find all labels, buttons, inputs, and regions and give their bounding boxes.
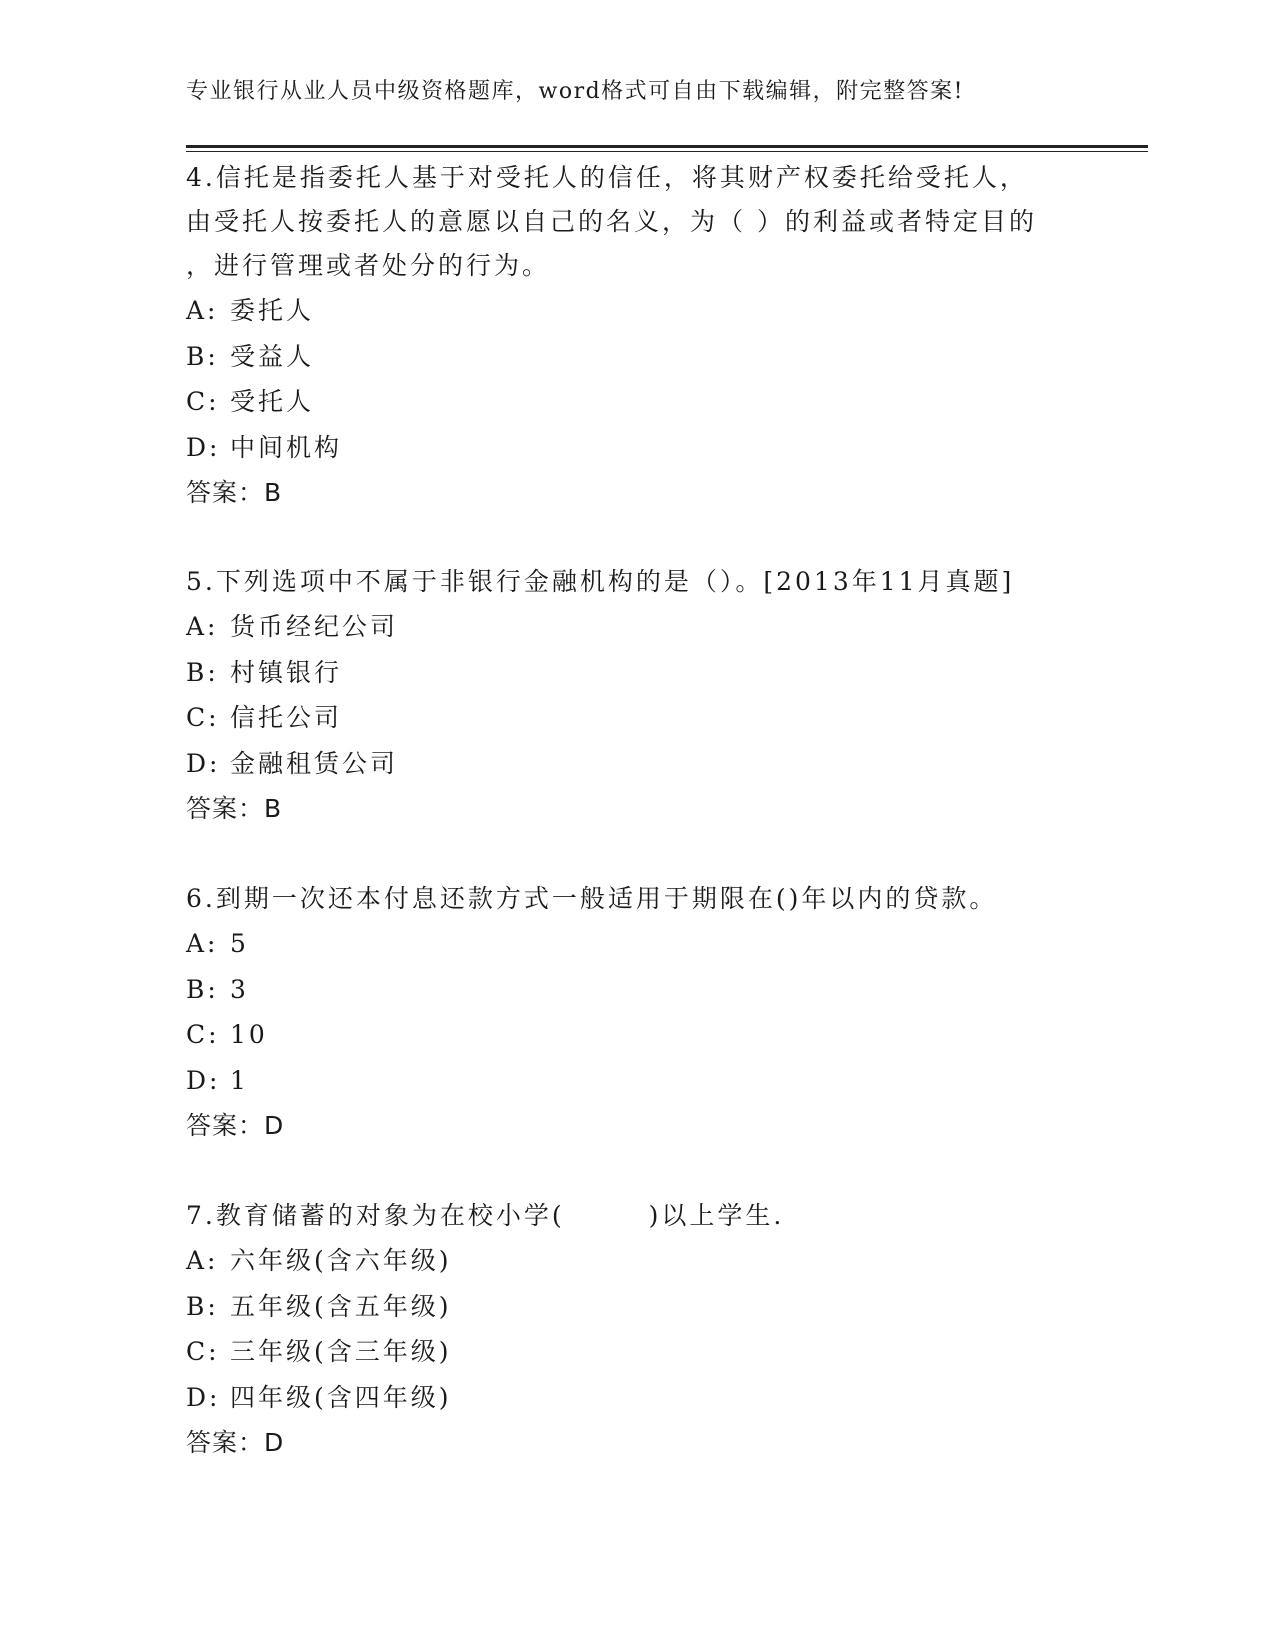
page-header: 专业银行从业人员中级资格题库，word格式可自由下载编辑，附完整答案! bbox=[186, 79, 965, 104]
option-key: A: bbox=[186, 1246, 219, 1275]
option-a bbox=[186, 921, 1086, 967]
option-key: D: bbox=[186, 748, 221, 778]
question-6 bbox=[186, 877, 1086, 1148]
option-d bbox=[186, 1058, 1086, 1104]
header-divider-thick bbox=[186, 145, 1148, 148]
option-text: 四年级(含四年级) bbox=[230, 1382, 452, 1412]
option-text: 信托公司 bbox=[230, 703, 343, 732]
header-divider-thin bbox=[186, 151, 1148, 152]
question-7 bbox=[186, 1194, 1086, 1465]
option-text: 五年级(含五年级) bbox=[230, 1291, 452, 1321]
option-c bbox=[186, 379, 1086, 425]
option-key: C: bbox=[186, 703, 220, 732]
option-text: 六年级(含六年级) bbox=[230, 1246, 452, 1275]
option-a bbox=[186, 604, 1086, 650]
answer: 答案：D bbox=[186, 1428, 285, 1457]
question-text-line: 6.到期一次还本付息还款方式一般适用于期限在()年以内的贷款。 bbox=[186, 884, 998, 913]
answer: 答案：B bbox=[186, 794, 283, 823]
option-text: 10 bbox=[230, 1020, 268, 1049]
option-key: D: bbox=[186, 432, 221, 462]
answer: 答案：B bbox=[186, 478, 283, 507]
option-text: 5 bbox=[230, 929, 249, 958]
question-text-line: 4.信托是指委托人基于对受托人的信任，将其财产权委托给受托人， bbox=[186, 163, 1028, 192]
option-key: C: bbox=[186, 1020, 220, 1049]
question-text-line: 5.下列选项中不属于非银行金融机构的是（）。[2013年11月真题] bbox=[186, 567, 1015, 596]
option-key: B: bbox=[186, 1291, 219, 1321]
option-a bbox=[186, 288, 1086, 334]
option-b bbox=[186, 1284, 1086, 1330]
option-d bbox=[186, 741, 1086, 787]
option-key: A: bbox=[186, 612, 219, 641]
option-text: 委托人 bbox=[230, 296, 315, 325]
option-text: 受益人 bbox=[230, 341, 315, 371]
option-a bbox=[186, 1238, 1086, 1284]
option-c bbox=[186, 1329, 1086, 1375]
option-text: 中间机构 bbox=[230, 432, 343, 462]
option-text: 三年级(含三年级) bbox=[230, 1337, 452, 1366]
option-key: B: bbox=[186, 341, 219, 371]
option-text: 1 bbox=[230, 1065, 249, 1095]
option-key: C: bbox=[186, 1337, 220, 1366]
question-text-line: ，进行管理或者处分的行为。 bbox=[186, 251, 551, 280]
option-d bbox=[186, 1375, 1086, 1421]
option-key: A: bbox=[186, 296, 219, 325]
option-c bbox=[186, 695, 1086, 741]
option-text: 金融租赁公司 bbox=[230, 748, 399, 778]
option-c bbox=[186, 1012, 1086, 1058]
option-key: C: bbox=[186, 387, 220, 416]
option-b bbox=[186, 650, 1086, 696]
question-text-line: 由受托人按委托人的意愿以自己的名义，为（ ）的利益或者特定目的 bbox=[186, 207, 1037, 236]
option-key: D: bbox=[186, 1065, 221, 1095]
answer: 答案：D bbox=[186, 1111, 285, 1140]
option-text: 3 bbox=[230, 974, 249, 1004]
option-b bbox=[186, 334, 1086, 380]
option-text: 村镇银行 bbox=[230, 657, 343, 687]
option-d bbox=[186, 425, 1086, 471]
option-b bbox=[186, 967, 1086, 1013]
option-key: D: bbox=[186, 1382, 221, 1412]
question-4 bbox=[186, 156, 1086, 515]
question-text-line: 7.教育储蓄的对象为在校小学( )以上学生. bbox=[186, 1201, 785, 1230]
question-5 bbox=[186, 560, 1086, 831]
option-key: B: bbox=[186, 657, 219, 687]
option-key: A: bbox=[186, 929, 219, 958]
option-text: 货币经纪公司 bbox=[230, 612, 399, 641]
option-key: B: bbox=[186, 974, 219, 1004]
option-text: 受托人 bbox=[230, 387, 315, 416]
